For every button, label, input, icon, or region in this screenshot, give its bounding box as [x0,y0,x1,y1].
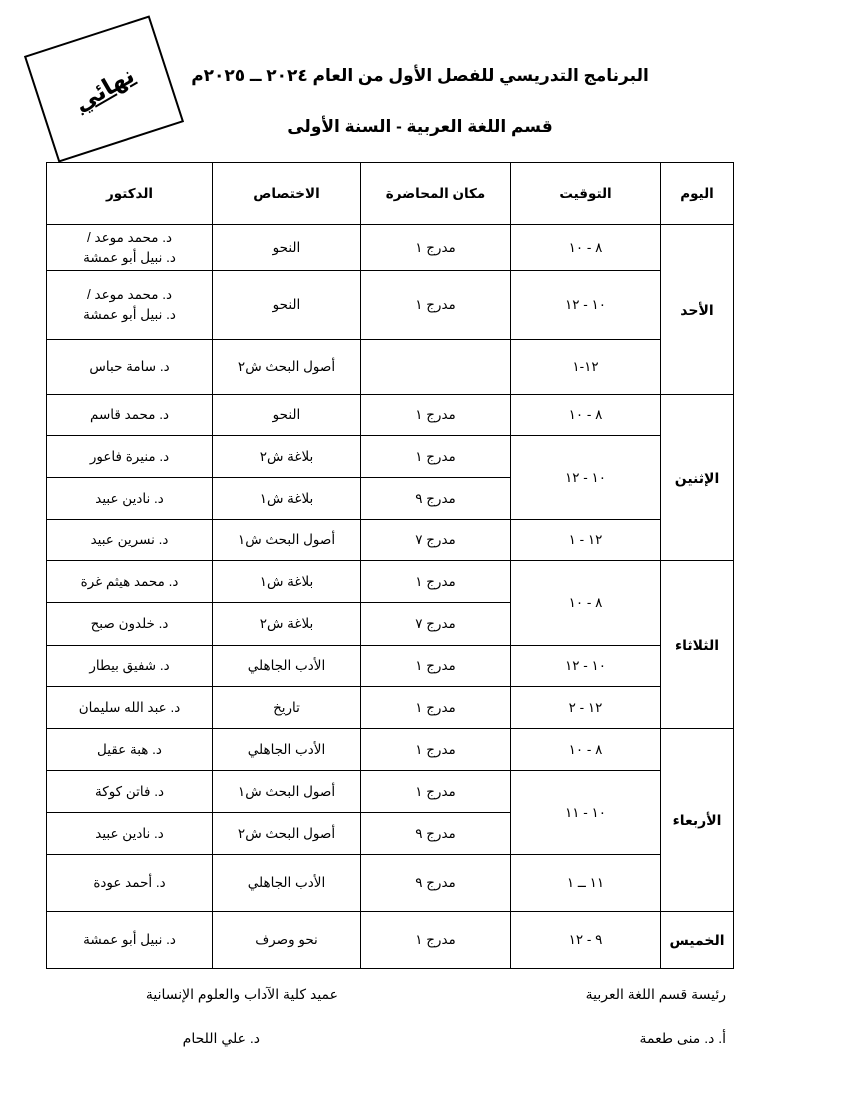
subject-cell: أصول البحث ش١ [213,771,361,813]
time-cell: ١٢-١ [511,340,661,395]
doctor-cell: د. منيرة فاعور [47,436,213,478]
doctor-cell: د. نادين عبيد [47,813,213,855]
subject-cell: تاريخ [213,687,361,729]
page-title: البرنامج التدريسي للفصل الأول من العام ٢٠٢٤ ــ ٢٠٢٥م [191,66,649,85]
page-subtitle: قسم اللغة العربية - السنة الأولى [287,117,553,136]
doctor-line: د. نبيل أبو عمشة [83,249,176,265]
doctor-cell: د. أحمد عودة [47,855,213,912]
table-row [47,912,734,969]
table-row [47,340,734,395]
doctor-line: د. محمد موعد / [87,287,172,302]
subject-cell: بلاغة ش٢ [213,603,361,646]
subject-cell: بلاغة ش١ [213,561,361,603]
subject-cell: النحو [213,225,361,271]
doctor-cell: د. نسرين عبيد [47,520,213,561]
time-cell: ١٢ - ١ [511,520,661,561]
time-cell: ٨ - ١٠ [511,395,661,436]
table-row [47,855,734,912]
table-row [47,395,734,436]
day-cell: الأحد [661,225,734,395]
col-header-time: التوقيت [511,163,661,225]
stamp-text: نهائي [69,61,139,116]
doctor-cell [47,271,213,340]
place-cell: مدرج ٧ [361,603,511,646]
subject-cell: بلاغة ش٢ [213,436,361,478]
head-of-department-name: أ. د. منى طعمة [639,1030,726,1046]
doctor-cell: د. عبد الله سليمان [47,687,213,729]
time-cell: ١٠ - ١٢ [511,271,661,340]
subject-cell: النحو [213,271,361,340]
table-row [47,225,734,271]
place-cell: مدرج ١ [361,912,511,969]
final-stamp [24,15,184,162]
time-cell: ١٠ - ١٢ [511,646,661,687]
subject-cell: بلاغة ش١ [213,478,361,520]
time-cell: ١٠ - ١٢ [511,436,661,520]
doctor-cell: د. فاتن كوكة [47,771,213,813]
day-cell: الإثنين [661,395,734,561]
subject-cell: النحو [213,395,361,436]
doctor-cell: د. شفيق بيطار [47,646,213,687]
place-cell: مدرج ١ [361,436,511,478]
place-cell: مدرج ٩ [361,478,511,520]
day-cell: الثلاثاء [661,561,734,729]
place-cell: مدرج ١ [361,395,511,436]
subject-cell: نحو وصرف [213,912,361,969]
table-row [47,729,734,771]
place-cell: مدرج ١ [361,729,511,771]
place-cell: مدرج ١ [361,771,511,813]
doctor-cell: د. سامة حباس [47,340,213,395]
head-of-department-title: رئيسة قسم اللغة العربية [585,986,726,1002]
doctor-cell: د. محمد هيثم غرة [47,561,213,603]
doctor-line: د. محمد موعد / [87,229,172,245]
table-row [47,561,734,603]
doctor-cell [47,225,213,271]
time-cell: ١٢ - ٢ [511,687,661,729]
doctor-cell: د. هبة عقيل [47,729,213,771]
col-header-day: اليوم [661,163,734,225]
time-cell: ٩ - ١٢ [511,912,661,969]
schedule-table [46,162,734,969]
subject-cell: أصول البحث ش١ [213,520,361,561]
subject-cell: أصول البحث ش٢ [213,340,361,395]
subject-cell: الأدب الجاهلي [213,855,361,912]
doctor-cell: د. محمد قاسم [47,395,213,436]
day-cell: الخميس [661,912,734,969]
table-row [47,520,734,561]
time-cell: ٨ - ١٠ [511,225,661,271]
col-header-subject: الاختصاص [213,163,361,225]
table-row [47,436,734,478]
time-cell: ١٠ - ١١ [511,771,661,855]
place-cell: مدرج ٩ [361,813,511,855]
table-row [47,771,734,813]
table-row [47,271,734,340]
day-cell: الأربعاء [661,729,734,912]
doctor-line: د. نبيل أبو عمشة [83,307,176,322]
place-cell: مدرج ١ [361,646,511,687]
dean-title: عميد كلية الآداب والعلوم الإنسانية [145,986,338,1002]
header-row [47,163,734,225]
table-row [47,646,734,687]
place-cell: مدرج ١ [361,561,511,603]
doctor-cell: د. نبيل أبو عمشة [47,912,213,969]
place-cell: مدرج ١ [361,271,511,340]
place-cell [361,340,511,395]
subject-cell: الأدب الجاهلي [213,729,361,771]
time-cell: ١١ ــ ١ [511,855,661,912]
subject-cell: الأدب الجاهلي [213,646,361,687]
time-cell: ٨ - ١٠ [511,729,661,771]
place-cell: مدرج ٩ [361,855,511,912]
col-header-doctor: الدكتور [47,163,213,225]
dean-name: د. علي اللحام [182,1030,260,1046]
doctor-cell: د. نادين عبيد [47,478,213,520]
subject-cell: أصول البحث ش٢ [213,813,361,855]
place-cell: مدرج ٧ [361,520,511,561]
table-row [47,687,734,729]
col-header-place: مكان المحاضرة [361,163,511,225]
time-cell: ٨ - ١٠ [511,561,661,646]
place-cell: مدرج ١ [361,687,511,729]
doctor-cell: د. خلدون صبح [47,603,213,646]
place-cell: مدرج ١ [361,225,511,271]
